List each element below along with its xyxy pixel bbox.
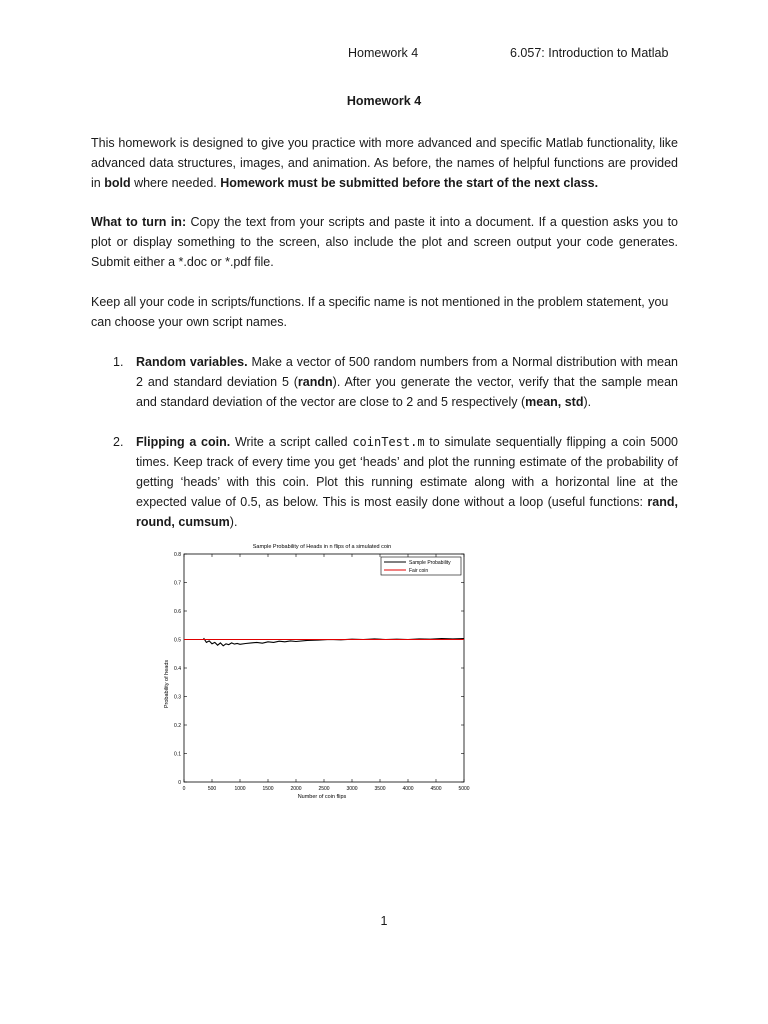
- problem-text: [136, 352, 678, 412]
- legend-label: Fair coin: [409, 568, 429, 574]
- intro-text-1: This homework is designed to give you practice with more advanced and specific Matlab functionality, like advanced data structures, images, and animation. As before, the names of helpful functions are provided in: [91, 136, 678, 190]
- legend-label: Sample Probability: [409, 560, 451, 566]
- y-tick-label: 0.2: [174, 723, 181, 729]
- intro-text-2: where needed.: [130, 176, 221, 190]
- script-name-code: coinTest.m: [352, 435, 425, 449]
- x-tick-label: 500: [207, 786, 217, 792]
- x-tick-label: 3000: [346, 786, 358, 792]
- separator: ,: [557, 395, 565, 409]
- problem-number: 2.: [113, 435, 124, 449]
- separator: ,: [674, 495, 678, 509]
- problem-text-part: to simulate sequentially flipping a coin 5000 times. Keep track of every time you get ‘heads’ and plot the running estimate of the probability of getting ‘heads’ with this coin. Plot this running estimate along with a horizontal line at the expected value of 0.5, as below. This is most easily done without a loop (useful functions:: [136, 435, 679, 509]
- chart-title: Sample Probability of Heads in n flips of a simulated coin: [252, 544, 392, 550]
- y-tick-label: 0.7: [174, 580, 181, 587]
- intro-bold-word: bold: [104, 176, 131, 190]
- problem-text-part: ).: [229, 515, 238, 529]
- problem-text: [136, 432, 678, 532]
- function-name: cumsum: [178, 515, 230, 529]
- y-tick-label: 0.1: [174, 751, 181, 758]
- y-tick-label: 0.3: [174, 694, 181, 701]
- problem-title: Random variables.: [136, 355, 248, 369]
- x-tick-label: 3500: [374, 786, 386, 792]
- chart-ylabel: Probability of heads: [164, 659, 170, 709]
- turn-in-text: Copy the text from your scripts and paste it into a document. If a question asks you to plot or display something to the screen, also include the plot and screen output your code generates. Submit either a *.doc or *.pdf file.: [91, 215, 678, 269]
- function-name: rand: [647, 495, 675, 509]
- header-homework: Homework 4: [348, 46, 419, 60]
- x-tick-label: 4500: [430, 786, 442, 792]
- plot-area: [184, 554, 464, 782]
- keep-code-paragraph: Keep all your code in scripts/functions. If a specific name is not mentioned in the problem statement, you can choose your own script names.: [91, 295, 669, 329]
- x-tick-label: 1000: [234, 786, 246, 792]
- function-name: round: [136, 515, 172, 529]
- turn-in-label: What to turn in:: [91, 215, 187, 229]
- x-tick-label: 1500: [262, 786, 274, 792]
- header-course: 6.057: Introduction to Matlab: [510, 46, 669, 60]
- problem-text-part: Make a vector of 500 random numbers from a Normal distribution with mean 2 and standard deviation 5 (: [136, 355, 678, 389]
- problem-text-part: ).: [583, 395, 592, 409]
- x-tick-label: 2500: [318, 786, 330, 792]
- chart-legend: [381, 557, 461, 575]
- function-name: std: [564, 395, 584, 409]
- x-tick-label: 0: [182, 786, 186, 792]
- intro-paragraph: [91, 133, 678, 193]
- x-tick-label: 4000: [402, 786, 414, 792]
- y-tick-label: 0.8: [174, 552, 181, 558]
- function-name: mean: [525, 395, 558, 409]
- x-tick-label: 2000: [290, 786, 302, 792]
- y-tick-label: 0.4: [174, 666, 181, 672]
- x-tick-label: 5000: [458, 786, 470, 792]
- intro-bold-sentence: Homework must be submitted before the start of the next class.: [220, 176, 599, 190]
- function-name: randn: [297, 375, 333, 389]
- chart-xlabel: Number of coin flips: [297, 794, 347, 800]
- document-title: Homework 4: [346, 94, 422, 108]
- y-tick-label: 0: [178, 780, 181, 786]
- y-tick-label: 0.6: [174, 609, 181, 615]
- page-header: [0, 46, 768, 66]
- problem-text-part: Write a script called: [230, 435, 353, 449]
- coin-flip-chart: [148, 538, 488, 808]
- turn-in-paragraph: [91, 212, 678, 272]
- problem-number: 1.: [113, 355, 124, 369]
- y-tick-label: 0.5: [174, 637, 181, 644]
- page-number: 1: [380, 914, 388, 928]
- separator: ,: [171, 515, 179, 529]
- problem-text-part: ). After you generate the vector, verify that the sample mean and standard deviation of the vector are close to 2 and 5 respectively (: [136, 375, 678, 409]
- problem-title: Flipping a coin.: [136, 435, 231, 449]
